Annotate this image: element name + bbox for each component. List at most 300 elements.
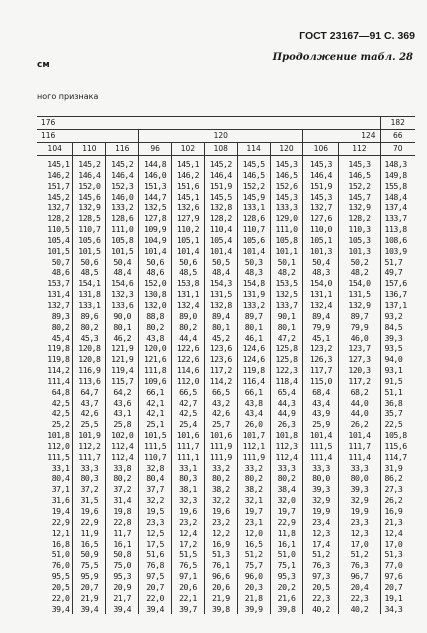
table-cell: 31,4 [106,495,139,506]
table-cell: 20,6 [204,582,237,593]
table-cell: 122,6 [172,343,205,354]
table-cell: 48,3 [303,267,339,278]
table-cell: 89,7 [237,311,270,322]
table-cell: 120,3 [339,365,380,376]
table-cell: 111,4 [37,376,73,387]
table-cell: 45,1 [303,333,339,344]
table-cell: 132,7 [303,202,339,213]
table-cell: 117,2 [204,365,237,376]
table-cell: 110,5 [37,224,73,235]
table-cell: 110,7 [73,224,106,235]
table-cell: 80,1 [237,322,270,333]
table-cell: 145,3 [270,156,303,170]
table-cell: 133,1 [73,300,106,311]
table-row [37,539,415,550]
table-cell: 12,5 [139,528,172,539]
table-cell: 101,6 [204,430,237,441]
table-cell: 111,5 [139,441,172,452]
table-cell: 151,9 [204,181,237,192]
table-cell: 27,3 [380,484,415,495]
table-cell: 123,2 [303,343,339,354]
table-cell: 154,0 [303,278,339,289]
table-cell: 23,2 [172,517,205,528]
table-cell: 90,1 [270,311,303,322]
table-cell: 101,4 [237,246,270,257]
table-cell: 101,4 [172,246,205,257]
table-cell: 33,3 [270,463,303,474]
table-cell: 66,1 [237,387,270,398]
table-cell: 38,2 [237,484,270,495]
table-cell: 112,1 [237,441,270,452]
table-cell: 12,0 [237,528,270,539]
table-cell: 19,6 [172,506,205,517]
table-cell: 39,4 [73,604,106,615]
table-cell: 111,8 [139,365,172,376]
table-cell: 25,9 [303,419,339,430]
table-cell: 114,2 [204,376,237,387]
table-row [37,560,415,571]
table-cell: 145,3 [303,192,339,203]
table-cell: 112,3 [270,441,303,452]
table-cell: 48,4 [204,267,237,278]
table-cell: 51,2 [237,549,270,560]
table-cell: 39,4 [106,604,139,615]
table-cell: 89,3 [37,311,73,322]
table-cell: 154,1 [73,278,106,289]
table-cell: 50,1 [270,257,303,268]
table-cell: 16,8 [37,539,73,550]
table-cell: 90,0 [106,311,139,322]
table-cell: 26,2 [339,419,380,430]
table-cell: 31,6 [37,495,73,506]
table-cell: 132,4 [172,300,205,311]
table-cell: 154,6 [106,278,139,289]
table-cell: 145,1 [172,192,205,203]
table-cell: 110,4 [204,224,237,235]
table-cell: 131,9 [237,289,270,300]
table-cell: 16,5 [237,539,270,550]
table-cell: 76,0 [37,560,73,571]
table-cell: 17,0 [339,539,380,550]
table-cell: 50,9 [73,549,106,560]
table-cell: 12,1 [37,528,73,539]
table-cell: 105,4 [37,235,73,246]
table-cell: 39,7 [172,604,205,615]
table-cell: 43,7 [73,398,106,409]
table-cell: 109,9 [139,224,172,235]
table-cell: 115,6 [380,441,415,452]
table-cell: 11,9 [73,528,106,539]
table-cell: 44,4 [172,333,205,344]
table-cell: 80,1 [204,322,237,333]
table-cell: 146,0 [139,170,172,181]
table-cell: 93,2 [380,311,415,322]
table-cell: 12,4 [380,528,415,539]
table-cell: 121,6 [139,354,172,365]
table-cell: 44,3 [270,398,303,409]
table-cell: 145,1 [172,156,205,170]
table-cell: 95,3 [106,571,139,582]
table-cell: 144,7 [139,192,172,203]
table-cell: 20,9 [106,582,139,593]
table-cell: 16,9 [380,506,415,517]
table-cell: 50,6 [73,257,106,268]
table-cell: 33,1 [172,463,205,474]
table-cell: 51,3 [380,549,415,560]
table-cell: 43,2 [204,398,237,409]
table-cell: 75,0 [106,560,139,571]
table-cell: 152,0 [139,278,172,289]
table-cell: 146,4 [303,170,339,181]
table-cell: 19,6 [204,506,237,517]
table-cell: 154,3 [204,278,237,289]
data-table [37,116,415,614]
table-cell: 105,8 [270,235,303,246]
table-cell: 80,3 [172,473,205,484]
table-cell: 133,6 [106,300,139,311]
table-row [37,376,415,387]
table-cell: 46,2 [106,333,139,344]
table-cell: 153,8 [172,278,205,289]
table-cell: 89,7 [339,311,380,322]
table-cell: 114,6 [172,365,205,376]
table-row [37,484,415,495]
table-cell: 49,7 [380,267,415,278]
table-cell: 80,2 [204,473,237,484]
column-header: 108 [204,143,237,156]
table-cell: 132,3 [106,289,139,300]
table-cell: 68,2 [339,387,380,398]
table-cell: 80,1 [270,322,303,333]
table-cell: 101,4 [339,430,380,441]
table-row [37,419,415,430]
table-cell: 132,8 [204,300,237,311]
table-cell: 136,7 [380,289,415,300]
table-cell: 101,5 [73,246,106,257]
table-cell: 123,6 [204,354,237,365]
table-cell: 148,4 [380,192,415,203]
table-cell: 119,4 [106,365,139,376]
table-cell: 80,2 [139,322,172,333]
column-header: 96 [139,143,172,156]
table-cell: 50,4 [303,257,339,268]
table-cell: 22,5 [380,419,415,430]
table-cell: 43,6 [106,398,139,409]
table-cell: 25,5 [73,419,106,430]
column-header: 106 [303,143,339,156]
table-cell: 146,5 [270,170,303,181]
table-cell: 51,2 [339,549,380,560]
table-cell: 19,4 [37,506,73,517]
table-cell: 144,8 [139,156,172,170]
table-cell: 121,9 [106,343,139,354]
table-row [37,441,415,452]
table-cell: 151,7 [37,181,73,192]
table-cell: 45,4 [37,333,73,344]
table-cell: 112,4 [270,452,303,463]
table-cell: 19,7 [270,506,303,517]
table-cell: 42,1 [139,398,172,409]
table-cell: 64,7 [73,387,106,398]
table-cell: 43,4 [303,398,339,409]
table-cell: 45,2 [204,333,237,344]
table-cell: 64,2 [106,387,139,398]
table-cell: 23,1 [237,517,270,528]
table-cell: 38,2 [204,484,237,495]
table-cell: 39,3 [303,484,339,495]
table-cell: 37,1 [37,484,73,495]
table-cell: 145,3 [270,192,303,203]
table-cell: 86,2 [380,473,415,484]
table-cell: 120,0 [139,343,172,354]
table-row [37,224,415,235]
table-cell: 46,0 [339,333,380,344]
table-cell: 101,4 [204,246,237,257]
table-cell: 22,0 [139,593,172,604]
table-cell: 42,1 [139,408,172,419]
table-cell: 152,3 [106,181,139,192]
table-row [37,452,415,463]
table-cell: 19,6 [73,506,106,517]
table-cell: 39,4 [139,604,172,615]
table-cell: 42,5 [37,408,73,419]
table-cell: 111,4 [339,452,380,463]
table-cell: 51,6 [139,549,172,560]
table-cell: 39,9 [237,604,270,615]
table-cell: 32,9 [339,495,380,506]
table-cell: 51,3 [204,549,237,560]
table-cell: 110,7 [237,224,270,235]
table-row [37,408,415,419]
table-cell: 111,4 [303,452,339,463]
table-cell: 33,3 [303,463,339,474]
table-row [37,156,415,170]
table-cell: 19,9 [303,506,339,517]
table-cell: 126,3 [303,354,339,365]
table-cell: 48,5 [73,267,106,278]
table-cell: 76,5 [172,560,205,571]
table-cell: 22,0 [37,593,73,604]
table-cell: 105,8 [106,235,139,246]
table-cell: 97,3 [303,571,339,582]
table-cell: 123,7 [339,343,380,354]
table-cell: 120,8 [73,343,106,354]
table-cell: 32,2 [139,495,172,506]
table-cell: 133,7 [270,300,303,311]
header-height-182: 182 [380,117,415,130]
table-cell: 155,8 [380,181,415,192]
table-cell: 45,3 [73,333,106,344]
table-cell: 93,5 [380,343,415,354]
table-cell: 133,3 [270,202,303,213]
table-cell: 31,5 [73,495,106,506]
table-cell: 122,6 [172,354,205,365]
table-cell: 42,5 [37,398,73,409]
table-row [37,398,415,409]
table-cell: 114,2 [37,365,73,376]
table-cell: 121,9 [106,354,139,365]
table-row [37,333,415,344]
column-header: 120 [270,143,303,156]
table-cell: 101,1 [270,246,303,257]
table-cell: 146,2 [37,170,73,181]
table-cell: 47,2 [270,333,303,344]
table-cell: 105,6 [237,235,270,246]
table-cell: 11,8 [270,528,303,539]
table-cell: 145,5 [237,156,270,170]
table-row [37,278,415,289]
table-cell: 39,8 [270,604,303,615]
table-cell: 77,0 [380,560,415,571]
table-cell: 25,2 [37,419,73,430]
table-cell: 96,0 [237,571,270,582]
table-cell: 127,3 [339,354,380,365]
table-cell: 22,1 [172,593,205,604]
table-cell: 133,2 [237,300,270,311]
table-cell: 25,4 [172,419,205,430]
table-cell: 26,2 [380,495,415,506]
table-cell: 80,2 [37,322,73,333]
header-group-120: 120 [139,130,303,143]
table-cell: 152,6 [270,181,303,192]
table-row [37,267,415,278]
table-cell: 12,3 [339,528,380,539]
table-cell: 76,1 [204,560,237,571]
table-cell: 22,9 [73,517,106,528]
table-cell: 26,3 [270,419,303,430]
table-cell: 128,2 [339,213,380,224]
table-cell: 146,2 [172,170,205,181]
table-cell: 21,9 [73,593,106,604]
table-cell: 26,0 [237,419,270,430]
table-cell: 35,7 [380,408,415,419]
table-cell: 146,0 [106,192,139,203]
table-cell: 127,8 [139,213,172,224]
table-cell: 120,8 [73,354,106,365]
table-cell: 50,7 [37,257,73,268]
table-cell: 131,5 [339,289,380,300]
table-cell: 22,8 [106,517,139,528]
table-cell: 80,4 [139,473,172,484]
table-cell: 64,8 [37,387,73,398]
table-cell: 101,3 [339,246,380,257]
table-cell: 44,9 [270,408,303,419]
table-cell: 132,5 [270,289,303,300]
table-cell: 113,8 [380,224,415,235]
table-cell: 111,5 [303,441,339,452]
table-cell: 101,8 [270,430,303,441]
table-cell: 51,0 [37,549,73,560]
column-header: 102 [172,143,205,156]
table-cell: 124,6 [237,354,270,365]
table-cell: 17,2 [172,539,205,550]
table-cell: 21,8 [237,593,270,604]
table-row [37,604,415,615]
table-cell: 20,6 [172,582,205,593]
table-row [37,495,415,506]
table-cell: 101,5 [37,246,73,257]
table-cell: 105,8 [380,430,415,441]
table-cell: 23,3 [339,517,380,528]
table-row [37,517,415,528]
table-cell: 132,6 [172,202,205,213]
table-cell: 91,5 [380,376,415,387]
table-cell: 145,9 [237,192,270,203]
table-cell: 21,6 [270,593,303,604]
table-cell: 132,9 [339,300,380,311]
header-group-124: 124 [303,130,380,143]
table-cell: 111,5 [37,452,73,463]
table-cell: 34,3 [380,604,415,615]
page-header: ГОСТ 23167—91 С. 369 [299,30,415,42]
table-cell: 148,3 [380,156,415,170]
table-row [37,365,415,376]
column-header: 104 [37,143,73,156]
table-cell: 40,2 [339,604,380,615]
table-cell: 89,6 [73,311,106,322]
table-cell: 131,5 [204,289,237,300]
table-cell: 110,7 [139,452,172,463]
table-cell: 146,4 [204,170,237,181]
table-cell: 12,3 [303,528,339,539]
table-cell: 19,7 [237,506,270,517]
table-cell: 96,6 [204,571,237,582]
table-cell: 20,7 [139,582,172,593]
table-cell: 42,7 [172,398,205,409]
table-cell: 22,9 [37,517,73,528]
table-cell: 122,3 [270,365,303,376]
table-cell: 23,2 [204,517,237,528]
table-cell: 80,2 [270,473,303,484]
table-cell: 19,5 [139,506,172,517]
table-row [37,311,415,322]
table-cell: 111,1 [172,452,205,463]
table-cell: 48,6 [139,267,172,278]
table-cell: 39,8 [204,604,237,615]
table-cell: 111,9 [237,452,270,463]
table-cell: 33,2 [237,463,270,474]
table-cell: 97,6 [380,571,415,582]
table-cell: 50,2 [339,257,380,268]
table-cell: 132,9 [73,202,106,213]
table-cell: 146,4 [73,170,106,181]
table-cell: 111,7 [172,441,205,452]
table-cell: 116,9 [73,365,106,376]
table-cell: 12,2 [204,528,237,539]
table-cell: 33,3 [339,463,380,474]
table-cell: 51,2 [303,549,339,560]
table-cell: 68,4 [303,387,339,398]
table-cell: 151,3 [139,181,172,192]
table-cell: 101,9 [73,430,106,441]
table-row [37,343,415,354]
table-cell: 112,4 [106,441,139,452]
table-cell: 145,1 [37,156,73,170]
header-height-176: 176 [37,117,380,130]
table-cell: 66,1 [139,387,172,398]
table-cell: 48,4 [106,267,139,278]
table-cell: 145,2 [106,156,139,170]
table-cell: 103,9 [380,246,415,257]
table-cell: 66,5 [172,387,205,398]
table-row [37,257,415,268]
table-cell: 116,4 [237,376,270,387]
table-cell: 16,1 [270,539,303,550]
table-cell: 131,4 [37,289,73,300]
table-cell: 131,8 [73,289,106,300]
table-cell: 133,7 [380,213,415,224]
table-cell: 152,0 [73,181,106,192]
